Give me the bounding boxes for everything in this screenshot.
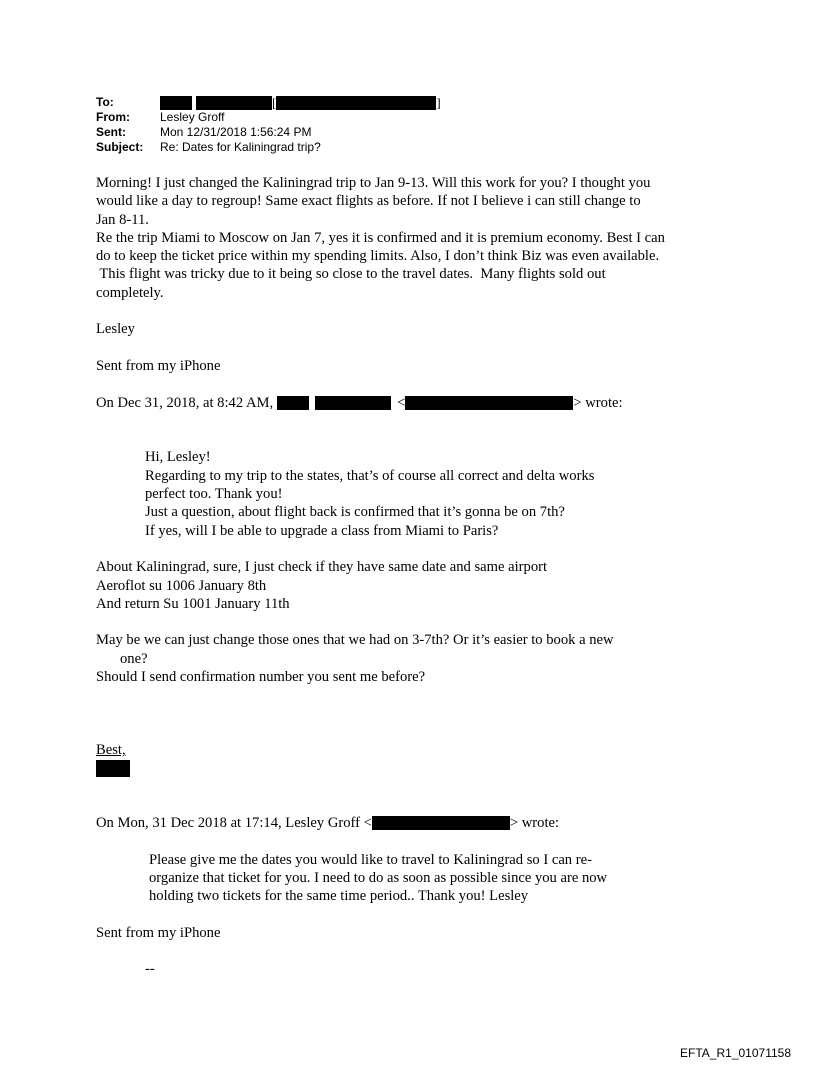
body-line: completely. <box>96 284 164 301</box>
body-line: would like a day to regroup! Same exact flights as before. If not I believe i can still change to <box>96 193 641 210</box>
sent-row <box>96 125 441 140</box>
sent-label: Sent: <box>96 125 126 139</box>
redaction-bar <box>196 96 272 110</box>
redaction-bar <box>277 396 309 410</box>
redaction-bar <box>160 96 192 110</box>
question-line: May be we can just change those ones that we had on 3-7th? Or it’s easier to book a new <box>96 632 614 649</box>
signature: Lesley <box>96 321 135 338</box>
to-value <box>160 95 441 110</box>
quote-line: Regarding to my trip to the states, that’s of course all correct and delta works <box>145 467 595 484</box>
quote-line: holding two tickets for the same time period.. Thank you! Lesley <box>149 888 529 905</box>
body-line: Morning! I just changed the Kaliningrad trip to Jan 9-13. Will this work for you? I thought you <box>96 175 651 191</box>
quote-intro-suffix: > wrote: <box>573 394 623 411</box>
sent-value: Mon 12/31/2018 1:56:24 PM <box>160 125 312 139</box>
subject-value: Re: Dates for Kaliningrad trip? <box>160 140 321 154</box>
body-line: Re the trip Miami to Moscow on Jan 7, yes it is confirmed and it is premium economy. Best I can <box>96 229 665 246</box>
email-body <box>96 174 726 979</box>
question-line: Should I send confirmation number you sent me before? <box>96 669 426 686</box>
from-value: Lesley Groff <box>160 110 225 124</box>
from-label: From: <box>96 110 130 124</box>
separator: -- <box>145 961 155 978</box>
question-line: one? <box>120 650 148 667</box>
quote-intro-suffix: > wrote: <box>509 815 560 832</box>
bracket-open: [ <box>272 94 277 110</box>
quote-intro-1 <box>96 394 623 412</box>
kaliningrad-line: And return Su 1001 January 11th <box>96 595 290 612</box>
subject-label: Subject: <box>96 140 144 154</box>
redaction-bar <box>315 396 391 410</box>
to-row <box>96 95 441 110</box>
body-line: This flight was tricky due to it being so close to the travel dates. Many flights sold out <box>96 266 606 283</box>
quote-line: If yes, will I be able to upgrade a class from Miami to Paris? <box>145 522 499 539</box>
quote-line: perfect too. Thank you! <box>145 486 283 503</box>
sent-from-line: Sent from my iPhone <box>96 357 221 374</box>
bates-number: EFTA_R1_01071158 <box>680 1046 791 1060</box>
subject-row <box>96 140 441 155</box>
kaliningrad-line: Aeroflot su 1006 January 8th <box>96 577 267 594</box>
redaction-bar <box>405 396 573 410</box>
quote-intro-prefix: On Dec 31, 2018, at 8:42 AM, <box>96 394 274 411</box>
body-line: Jan 8-11. <box>96 211 149 228</box>
quote-line: organize that ticket for you. I need to do as soon as possible since you are now <box>149 869 608 886</box>
kaliningrad-line: About Kaliningrad, sure, I just check if they have same date and same airport <box>96 559 548 576</box>
quote-intro-2 <box>96 814 559 832</box>
quote-line: Please give me the dates you would like to travel to Kaliningrad so I can re- <box>149 851 592 868</box>
quote-intro-prefix: On Mon, 31 Dec 2018 at 17:14, Lesley Groff < <box>96 815 372 832</box>
to-label: To: <box>96 95 114 109</box>
quote-greeting: Hi, Lesley! <box>145 449 211 466</box>
sent-from-line: Sent from my iPhone <box>96 924 221 941</box>
quote-intro-open: < <box>397 394 406 411</box>
redaction-bar <box>372 816 510 830</box>
email-header <box>96 95 441 155</box>
redaction-bar <box>276 96 436 110</box>
body-line: do to keep the ticket price within my spending limits. Also, I don’t think Biz was even available. <box>96 248 660 265</box>
closing: Best, <box>96 742 126 759</box>
from-row <box>96 110 441 125</box>
redaction-bar <box>96 760 130 777</box>
quote-line: Just a question, about flight back is confirmed that it’s gonna be on 7th? <box>145 504 565 521</box>
bracket-close: ] <box>436 94 441 110</box>
